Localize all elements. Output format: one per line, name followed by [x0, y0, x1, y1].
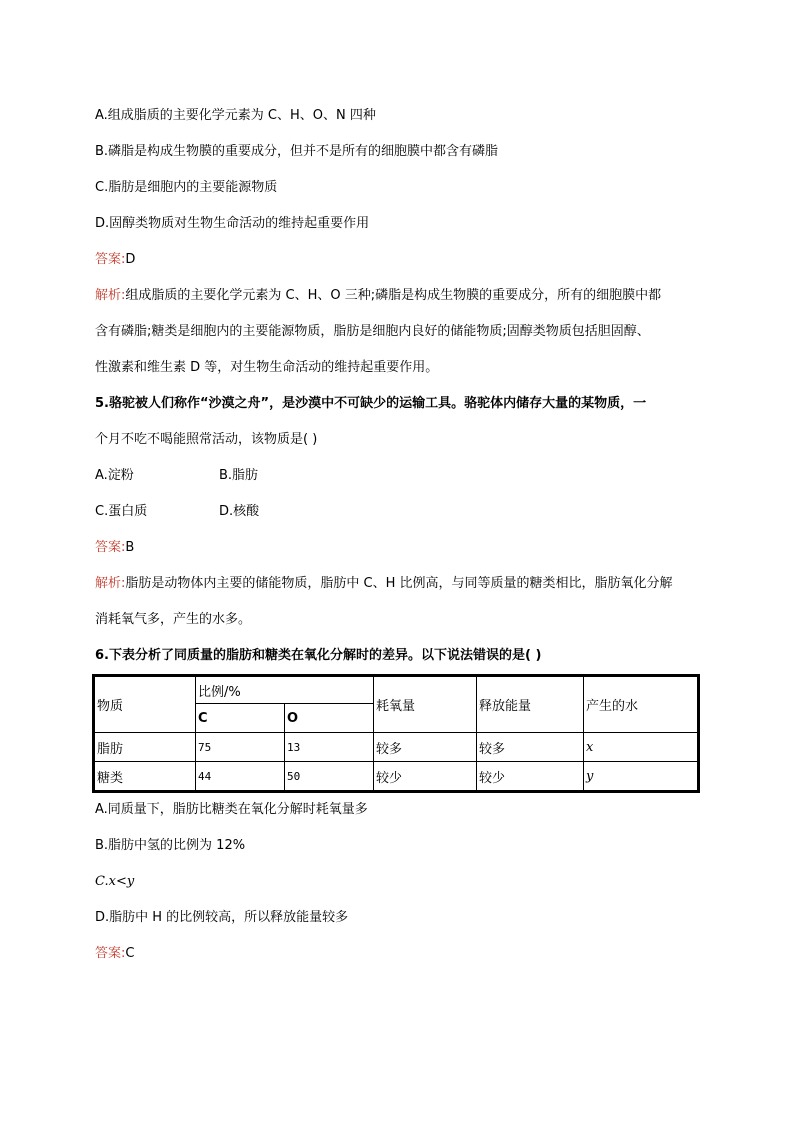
- cell-water: y: [584, 762, 699, 792]
- q6-option-a: A.同质量下，脂肪比糖类在氧化分解时耗氧量多: [95, 802, 368, 817]
- cell-energy: 较多: [477, 733, 584, 762]
- q5-option-d: D.核酸: [219, 504, 260, 519]
- table-header-c: C: [196, 704, 285, 733]
- table-row: [94, 733, 699, 762]
- q5-stem-line-1: 5.骆驼被人们称作“沙漠之舟”，是沙漠中不可缺少的运输工具。骆驼体内储存大量的某物质，一: [95, 396, 647, 411]
- q6-answer: [95, 946, 134, 962]
- cell-c: 44: [196, 762, 285, 792]
- answer-label: 答案:: [95, 946, 126, 961]
- q6-stem: 6.下表分析了同质量的脂肪和糖类在氧化分解时的差异。以下说法错误的是( ): [95, 648, 542, 663]
- q5-option-a: A.淀粉: [95, 468, 134, 483]
- table-header-ratio: 比例/%: [196, 676, 374, 704]
- cell-name: 脂肪: [94, 733, 196, 762]
- table-header-o: O: [285, 704, 374, 733]
- q4-option-b: B.磷脂是构成生物膜的重要成分，但并不是所有的细胞膜中都含有磷脂: [95, 144, 499, 159]
- cell-c: 75: [196, 733, 285, 762]
- table-header-water: 产生的水: [584, 676, 699, 733]
- cell-water: x: [584, 733, 699, 762]
- q5-analysis-line-2: 消耗氧气多，产生的水多。: [95, 612, 252, 627]
- q5-stem-line-2: 个月不吃不喝能照常活动，该物质是( ): [95, 432, 318, 447]
- table-header-substance: 物质: [94, 676, 196, 733]
- table-header-oxygen: 耗氧量: [374, 676, 477, 733]
- answer-value: D: [125, 252, 136, 267]
- cell-name: 糖类: [94, 762, 196, 792]
- q6-option-b: B.脂肪中氢的比例为 12%: [95, 838, 246, 853]
- q4-analysis-line-2: 含有磷脂;糖类是细胞内的主要能源物质，脂肪是细胞内良好的储能物质;固醇类物质包括胆固醇、: [95, 324, 650, 339]
- analysis-text: 组成脂质的主要化学元素为 C、H、O 三种;磷脂是构成生物膜的重要成分，所有的细胞膜中都: [125, 288, 662, 303]
- cell-o: 13: [285, 733, 374, 762]
- cell-oxygen: 较多: [374, 733, 477, 762]
- answer-label: 答案:: [95, 252, 126, 267]
- q4-analysis-line-1: [95, 288, 661, 304]
- q4-analysis-line-3: 性激素和维生素 D 等，对生物生命活动的维持起重要作用。: [95, 360, 439, 375]
- answer-label: 答案:: [95, 540, 126, 555]
- analysis-label: 解析:: [95, 576, 126, 591]
- answer-value: C: [125, 946, 135, 961]
- q4-answer: [95, 252, 135, 268]
- q6-table: [92, 674, 700, 793]
- q6-option-d: D.脂肪中 H 的比例较高，所以释放能量较多: [95, 910, 349, 925]
- q4-option-d: D.固醇类物质对生物生命活动的维持起重要作用: [95, 216, 370, 231]
- cell-oxygen: 较少: [374, 762, 477, 792]
- q5-option-c: C.蛋白质: [95, 504, 148, 519]
- answer-value: B: [125, 540, 135, 555]
- q4-option-a: A.组成脂质的主要化学元素为 C、H、O、N 四种: [95, 108, 376, 123]
- q5-answer: [95, 540, 134, 556]
- q5-options-row-1: [95, 468, 258, 484]
- table-header-energy: 释放能量: [477, 676, 584, 733]
- q6-option-c: C.x<y: [95, 874, 135, 889]
- cell-o: 50: [285, 762, 374, 792]
- q5-option-b: B.脂肪: [219, 468, 259, 483]
- q5-analysis-line-1: [95, 576, 673, 592]
- q5-options-row-2: [95, 504, 259, 520]
- table-row: [94, 762, 699, 792]
- q4-option-c: C.脂肪是细胞内的主要能源物质: [95, 180, 278, 195]
- analysis-text: 脂肪是动物体内主要的储能物质，脂肪中 C、H 比例高，与同等质量的糖类相比，脂肪氧化分解: [125, 576, 673, 591]
- analysis-label: 解析:: [95, 288, 126, 303]
- cell-energy: 较少: [477, 762, 584, 792]
